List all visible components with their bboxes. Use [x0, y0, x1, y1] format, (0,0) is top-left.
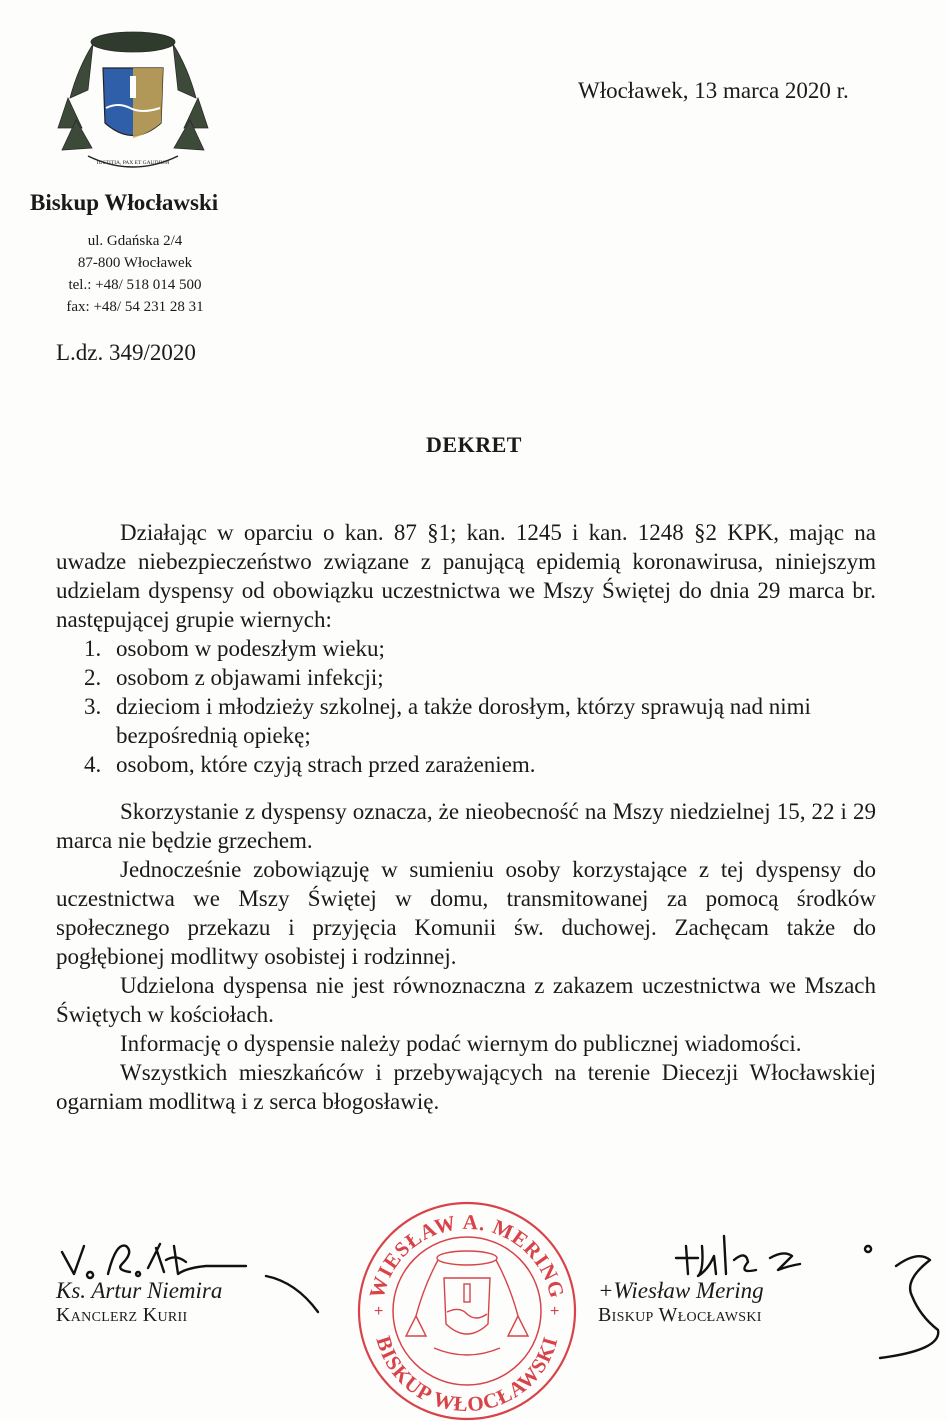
list-item: 1. osobom w podeszłym wieku;: [84, 636, 385, 661]
beneficiary-list: [56, 634, 876, 779]
signature-block-left: [56, 1278, 222, 1327]
seal-top-text: WIESŁAW A. MERING: [364, 1209, 570, 1302]
signatory-role: Kanclerz Kurii: [56, 1304, 188, 1326]
reference-number: L.dz. 349/2020: [56, 340, 196, 365]
paragraph-publication: Informację o dyspensie należy podać wiernym do publicznej wiadomości.: [120, 1031, 802, 1056]
signatory-name: +Wiesław Mering: [598, 1278, 764, 1303]
svg-text:BISKUP WŁOCŁAWSKI: [371, 1333, 562, 1416]
list-item: 3. dzieciom i młodzieży szkolnej, a także dorosłym, którzy sprawują nad nimi bezpośrednią opiekę;: [84, 694, 811, 748]
intro-paragraph: Działając w oparciu o kan. 87 §1; kan. 1245 i kan. 1248 §2 KPK, mając na uwadze niebezpieczeństwo związane z panującą epidemią koronawirusa, niniejszym udzielam dyspensy od obowiązku uczestnictwa we Mszy Świętej do dnia 29 marca br. następującej grupie wiernych:: [56, 520, 876, 632]
issuer-name: Biskup Włocławski: [30, 190, 219, 215]
signatory-role: Biskup Włocławski: [598, 1304, 762, 1326]
address-city: 87-800 Włocławek: [77, 255, 193, 271]
list-item: 4. osobom, które czyją strach przed zarażeniem.: [84, 752, 536, 777]
coat-of-arms-logo: [48, 28, 218, 178]
address-phone: tel.: +48/ 518 014 500: [68, 277, 202, 293]
coat-motto: IUSTITIA, PAX ET GAUDIUM: [96, 160, 170, 166]
address-street: ul. Gdańska 2/4: [87, 233, 183, 249]
seal-bottom-text: BISKUP WŁOCŁAWSKI: [371, 1333, 563, 1417]
paragraph-obligation: Jednocześnie zobowiązuję w sumieniu osoby korzystające z tej dyspensy do uczestnictwa we Mszy Świętej w domu, transmitowanej za pomocą środków społecznego przekazu i przyjęcia Komunii św. duchowej. Zachęcam także do pogłębionej modlitwy osobistej i rodzinnej.: [56, 857, 876, 969]
paragraph-blessing: Wszystkich mieszkańców i przebywających na terenie Diecezji Włocławskiej ogarniam modlitwą i z serca błogosławię.: [56, 1060, 876, 1114]
svg-text:+: +: [374, 1303, 384, 1320]
signature-block-right: [598, 1278, 764, 1327]
svg-text:WIESŁAW A. MERING: [364, 1210, 569, 1301]
document-title: DEKRET: [426, 432, 522, 457]
address-block: [52, 230, 218, 318]
official-seal-stamp: [352, 1196, 582, 1421]
place-and-date: Włocławek, 13 marca 2020 r.: [578, 78, 849, 103]
address-fax: fax: +48/ 54 231 28 31: [66, 299, 204, 315]
list-item: 2. osobom z objawami infekcji;: [84, 665, 384, 690]
svg-text:+: +: [550, 1303, 560, 1320]
signatory-name: Ks. Artur Niemira: [56, 1278, 223, 1303]
paragraph-not-ban: Udzielona dyspensa nie jest równoznaczna z zakazem uczestnictwa we Mszach Świętych w kościołach.: [56, 973, 876, 1027]
paragraph-dispensation-meaning: Skorzystanie z dyspensy oznacza, że nieobecność na Mszy niedzielnej 15, 22 i 29 marca nie będzie grzechem.: [56, 799, 876, 853]
decree-body: [56, 518, 876, 1116]
